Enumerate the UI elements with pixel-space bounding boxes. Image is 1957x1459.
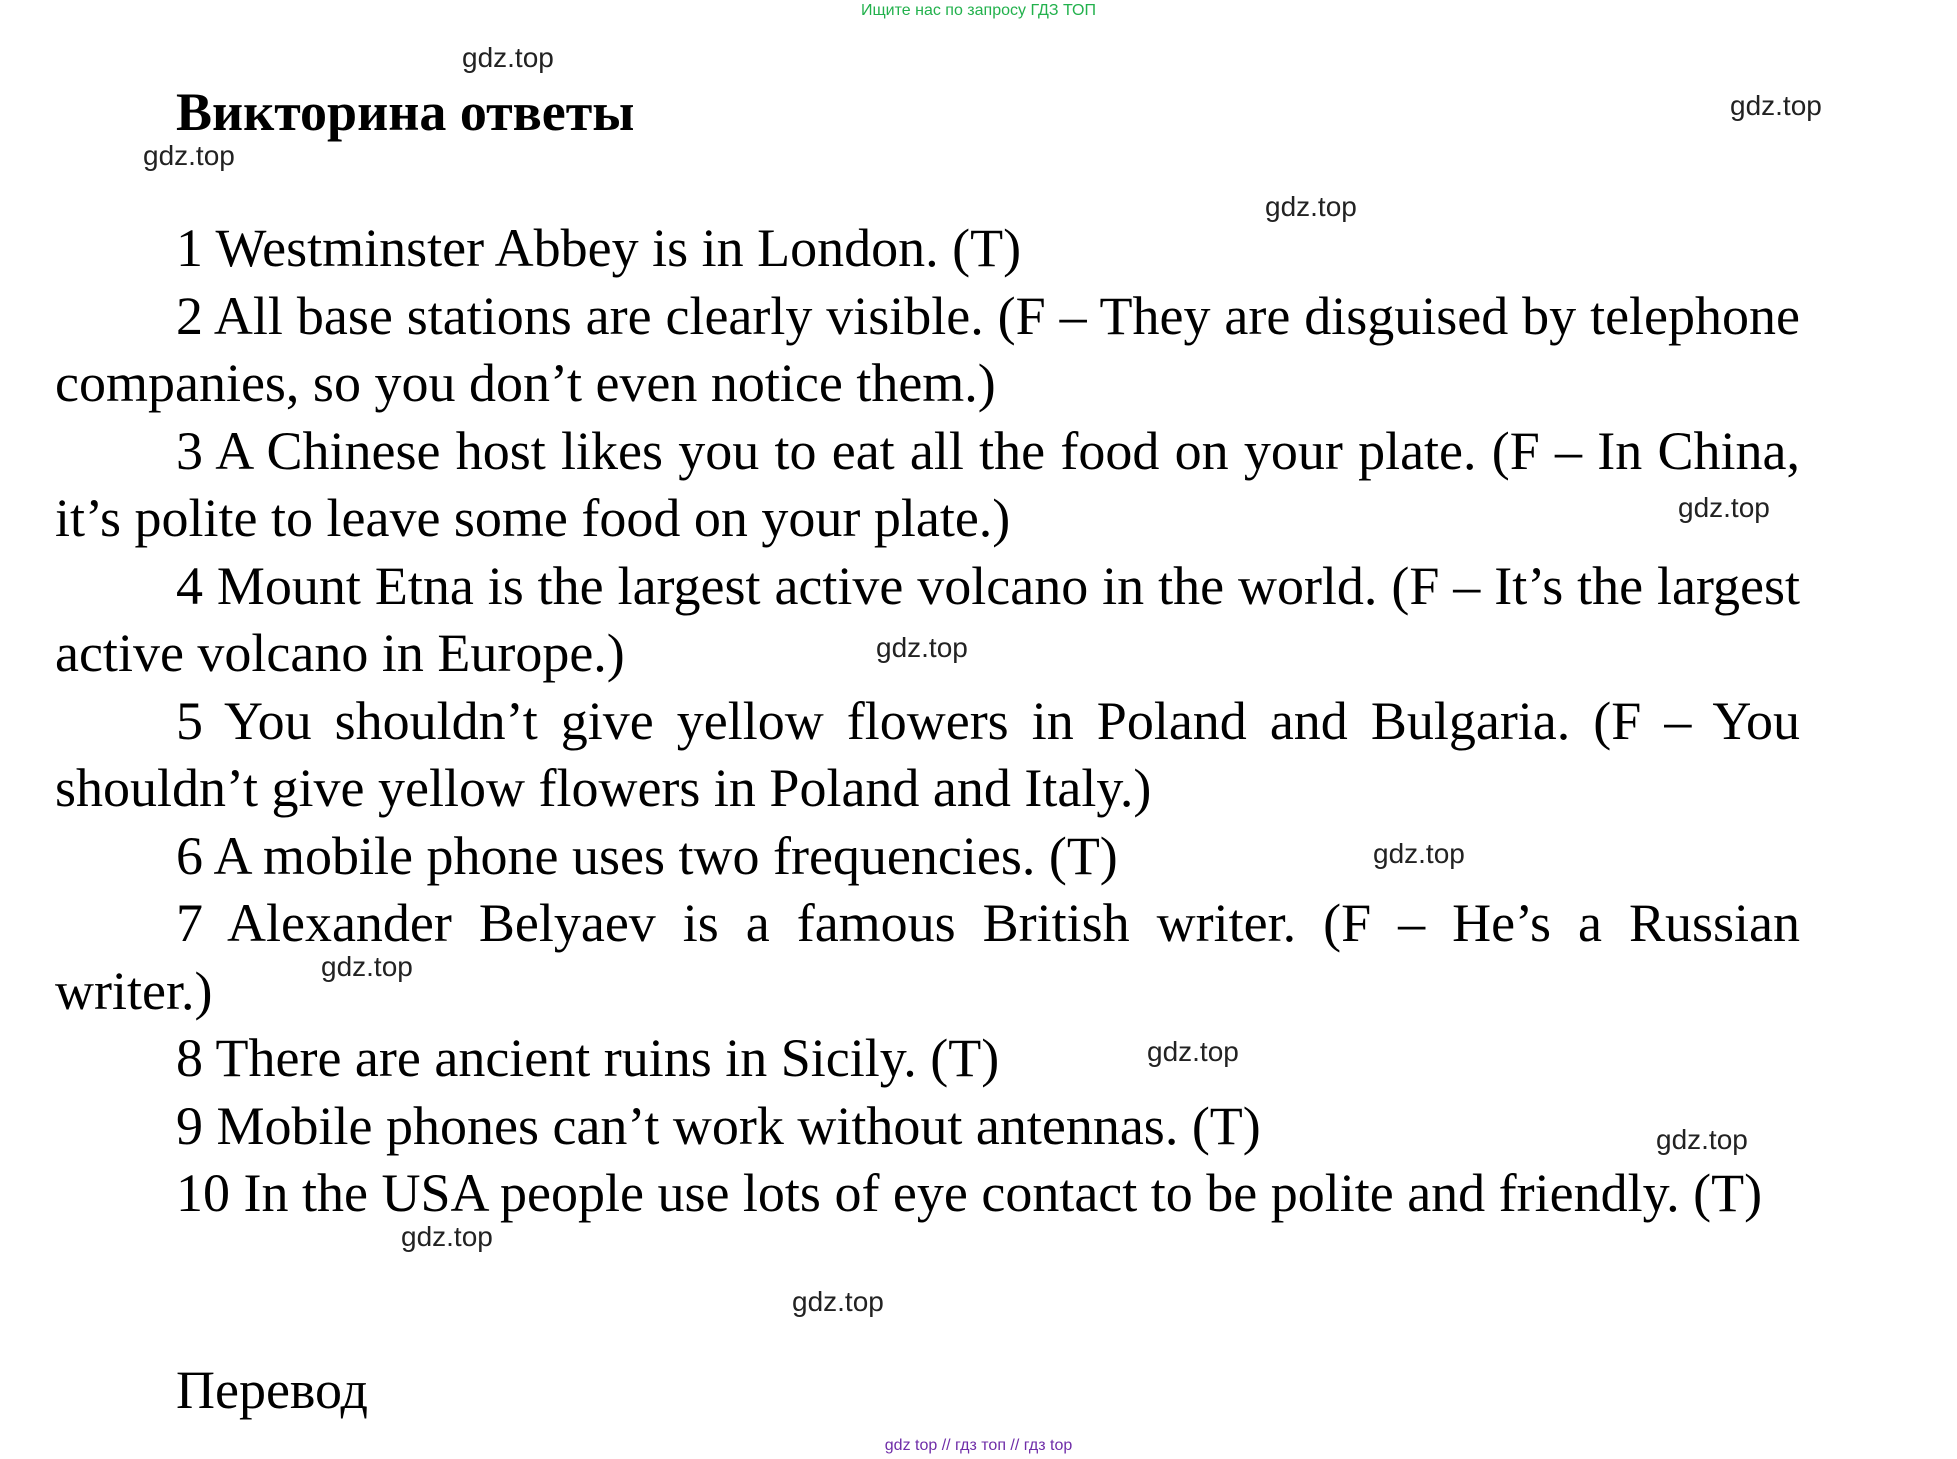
- answer-item: 3 A Chinese host likes you to eat all the food on your plate. (F – In China, it’s polite to leave some food on your plate.): [55, 420, 1800, 548]
- footer-links[interactable]: gdz top // гдз топ // гдз top: [884, 1437, 1073, 1454]
- watermark: gdz.top: [1730, 90, 1822, 121]
- translation-heading: Перевод: [176, 1360, 368, 1420]
- answer-item: 4 Mount Etna is the largest active volcano in the world. (F – It’s the largest active volcano in Europe.): [55, 555, 1800, 683]
- watermark: gdz.top: [1265, 191, 1357, 222]
- watermark: gdz.top: [401, 1221, 493, 1252]
- answer-item: 7 Alexander Belyaev is a famous British writer. (F – He’s a Russian writer.): [55, 893, 1800, 1021]
- watermark: gdz.top: [1678, 492, 1770, 523]
- watermark: gdz.top: [462, 42, 554, 73]
- watermark: gdz.top: [792, 1286, 884, 1317]
- answer-item: 5 You shouldn’t give yellow flowers in Poland and Bulgaria. (F – You shouldn’t give yellow flowers in Poland and Italy.): [55, 690, 1800, 818]
- watermark: gdz.top: [876, 632, 968, 663]
- watermark: gdz.top: [1147, 1036, 1239, 1067]
- answer-item: 6 A mobile phone uses two frequencies. (T): [176, 825, 1118, 886]
- watermark: gdz.top: [1656, 1124, 1748, 1155]
- top-banner[interactable]: Ищите нас по запросу ГДЗ ТОП: [861, 2, 1096, 19]
- answer-item: 8 There are ancient ruins in Sicily. (T): [176, 1028, 1000, 1088]
- watermark: gdz.top: [143, 140, 235, 171]
- page-title: Викторина ответы: [176, 82, 635, 142]
- answers-list: [55, 215, 1800, 1228]
- answer-item: 1 Westminster Abbey is in London. (T): [176, 218, 1022, 278]
- answer-item: 10 In the USA people use lots of eye contact to be polite and friendly. (T): [176, 1163, 1763, 1223]
- watermark: gdz.top: [321, 951, 413, 982]
- answer-item: 9 Mobile phones can’t work without antennas. (T): [176, 1095, 1261, 1156]
- answer-item: 2 All base stations are clearly visible. (F – They are disguised by telephone companies, so you don’t even notice them.): [55, 285, 1800, 413]
- watermark: gdz.top: [1373, 838, 1465, 869]
